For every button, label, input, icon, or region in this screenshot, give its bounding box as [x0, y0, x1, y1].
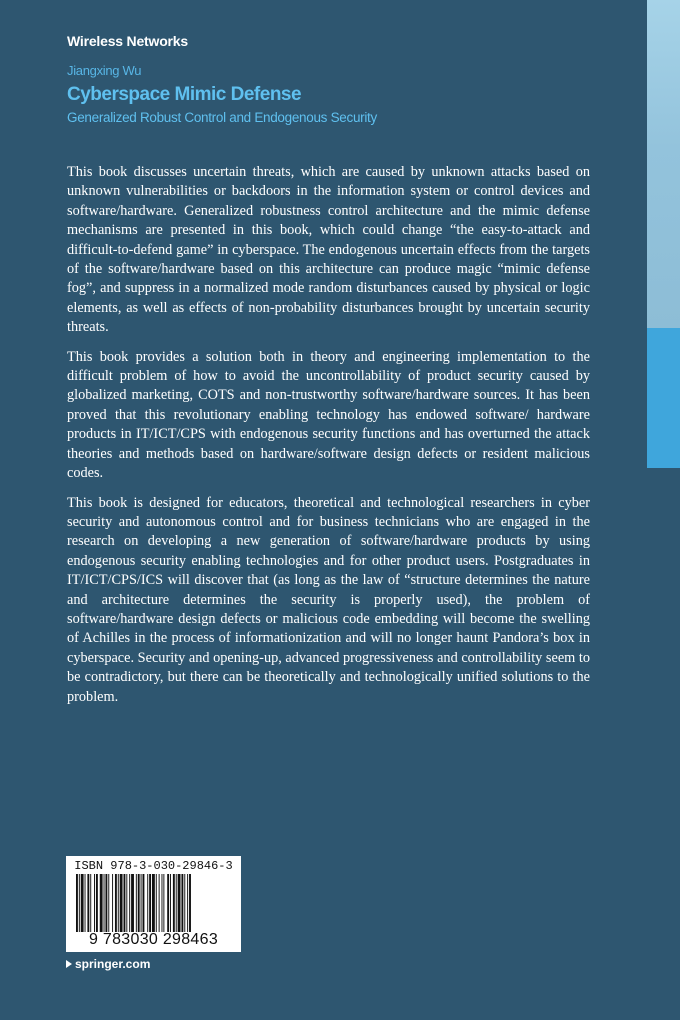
- barcode-bar: [162, 874, 163, 932]
- barcode-bar: [187, 874, 188, 932]
- barcode-bar: [104, 874, 105, 932]
- side-strip-light-band: [647, 0, 680, 328]
- isbn-barcode-block: [66, 856, 241, 952]
- barcode-bar: [87, 874, 89, 932]
- barcode-bar: [170, 874, 171, 932]
- barcode-bar: [156, 874, 157, 932]
- barcode-bar: [79, 874, 80, 932]
- barcode-bar: [76, 874, 78, 932]
- author-name: Jiangxing Wu: [67, 63, 142, 78]
- barcode-icon: [72, 874, 235, 932]
- barcode-bar: [178, 874, 181, 932]
- description-paragraph-1: This book discusses uncertain threats, which are caused by unknown attacks based on unknown vulnerabilities or backdoors in the information system or control devices and software/hardware. Generalized robustness control architecture and the mimic defense mechanisms are presented in this book, which could change “the easy-to-attack and difficult-to-defend game” in cyberspace. The endogenous uncertain effects from the targets of the software/hardware based on this architecture can produce magic “mimic defense fog”, and suppress in a normalized mode random disturbances caused by physical or logic elements, as well as effects of non-probability disturbances brought by uncertain security threats.: [67, 164, 590, 336]
- barcode-bar: [167, 874, 169, 932]
- barcode-bar: [181, 874, 183, 932]
- barcode-bar: [81, 874, 84, 932]
- barcode-bar: [141, 874, 142, 932]
- side-strip-blue-band: [647, 328, 680, 468]
- isbn-label: ISBN 978-3-030-29846-3: [74, 859, 233, 873]
- barcode-bar: [176, 874, 177, 932]
- barcode-bar: [131, 874, 134, 932]
- description-paragraph-3: This book is designed for educators, theoretical and technological researchers in cyber security and autonomous control and for business technicians who are engaged in the research on developing a new generation of software/hardware products by using endogenous security enabling technologies and for other product users. Postgraduates in IT/ICT/CPS/ICS will discover that (as long as the law of “structure determines the nature and architecture determines the security is properly used), the problem of software/hardware design defects or malicious code embedding will become the swelling of Achilles in the process of informationization and will no longer haunt Pandora’s box in cyberspace. Security and opening-up, advanced progressiveness and controllability seem to be contradictory, but there can be theoretically and technologically unified solutions to the problem.: [67, 494, 590, 705]
- barcode-bar: [124, 874, 126, 932]
- barcode-bar: [152, 874, 155, 932]
- barcode-bar: [126, 874, 127, 932]
- series-name: Wireless Networks: [67, 33, 188, 49]
- back-cover-description: [67, 163, 590, 717]
- book-title: Cyberspace Mimic Defense: [67, 84, 302, 105]
- barcode-bar: [100, 874, 103, 932]
- barcode-bar: [184, 874, 185, 932]
- publisher-url: springer.com: [75, 957, 151, 971]
- barcode-bar: [159, 874, 160, 932]
- barcode-bar: [105, 874, 107, 932]
- barcode-bar: [85, 874, 86, 932]
- barcode-bar: [163, 874, 164, 932]
- barcode-bar: [120, 874, 123, 932]
- barcode-bar: [129, 874, 130, 932]
- barcode-bar: [189, 874, 191, 932]
- barcode-bar: [136, 874, 137, 932]
- barcode-bar: [173, 874, 175, 932]
- book-subtitle: Generalized Robust Control and Endogenous Security: [67, 110, 377, 125]
- side-strip-dark-band: [647, 468, 680, 1020]
- barcode-bar: [112, 874, 113, 932]
- barcode-bar: [147, 874, 148, 932]
- barcode-bar: [118, 874, 119, 932]
- barcode-bar: [138, 874, 140, 932]
- barcode-bar: [94, 874, 95, 932]
- barcode-bar: [108, 874, 109, 932]
- barcode-digits: 9 783030 298463: [88, 931, 219, 948]
- barcode-bar: [149, 874, 151, 932]
- side-color-strip: [647, 0, 680, 1020]
- barcode-bar: [90, 874, 91, 932]
- publisher-link[interactable]: [66, 957, 150, 971]
- triangle-arrow-icon: [66, 960, 72, 968]
- barcode-bar: [143, 874, 145, 932]
- barcode-bar: [115, 874, 117, 932]
- barcode-bar: [96, 874, 98, 932]
- description-paragraph-2: This book provides a solution both in theory and engineering implementation to the difficult problem of how to avoid the uncontrollability of product security caused by globalized marketing, COTS and non-trustworthy software/hardware sources. It has been proved that this revolutionary enabling technology has endowed software/ hardware products in IT/ICT/CPS with endogenous security functions and has overturned the attack theories and methods based on hardware/software design defects or resident malicious codes.: [67, 348, 590, 482]
